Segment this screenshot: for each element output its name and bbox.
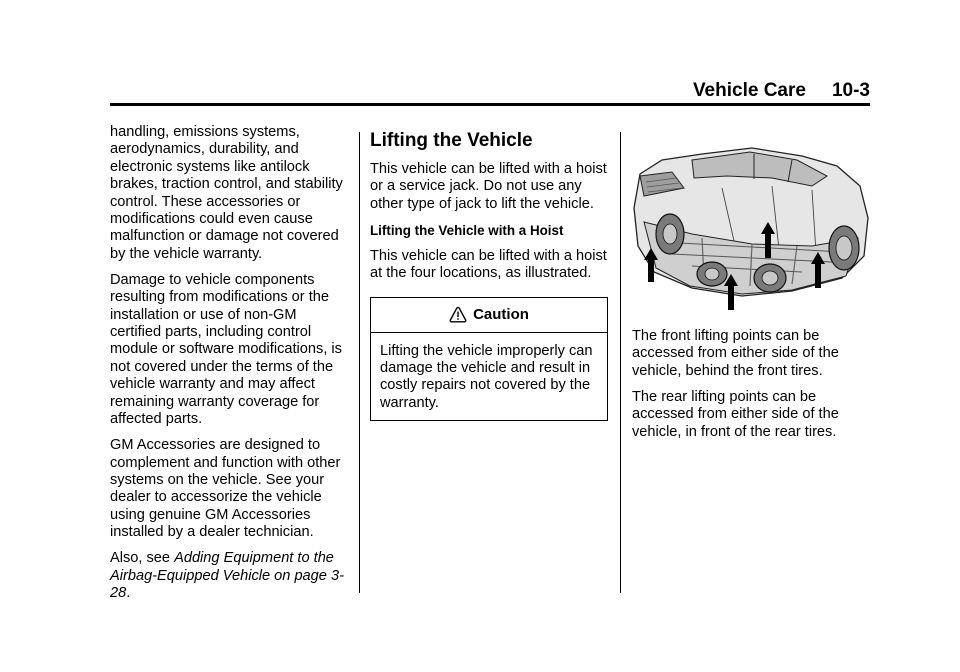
subheading: Lifting the Vehicle with a Hoist (370, 222, 564, 238)
paragraph: The front lifting points can be accessed from either side of the vehicle, behind the front tires. (632, 328, 839, 379)
caution-box (370, 297, 608, 422)
paragraph: This vehicle can be lifted with a hoist at the four locations, as illustrated. (370, 247, 607, 282)
paragraph: This vehicle can be lifted with a hoist or a service jack. Do not use any other type of jack to lift the vehicle. (370, 161, 607, 212)
cross-reference-link[interactable]: Adding Equipment to the Airbag-Equipped Vehicle on page 3-28 (110, 550, 344, 601)
caution-label: Caution (473, 305, 529, 323)
column-divider (359, 132, 360, 593)
section-title: Vehicle Care (692, 80, 806, 101)
column-right (632, 124, 870, 450)
caution-text: Lifting the vehicle improperly can damage the vehicle and result in costly repairs not covered by the warranty. (380, 342, 593, 411)
paragraph: The rear lifting points can be accessed from either side of the vehicle, in front of the rear tires. (632, 388, 839, 440)
caution-header (371, 298, 607, 333)
page-number: 10-3 (831, 80, 870, 101)
text: Also, see (110, 550, 175, 567)
header-rule (110, 103, 870, 106)
paragraph: handling, emissions systems, aerodynamics, durability, and electronic systems like antilock brakes, traction control, and stability control. These accessories or modifications could even cause malfunction or damage not covered by the vehicle warranty. (110, 124, 343, 262)
text: . (126, 584, 131, 601)
paragraph: GM Accessories are designed to complement and function with other systems on the vehicle. See your dealer to accessorize the vehicle using genuine GM Accessories installed by a dealer technician. (110, 437, 341, 541)
paragraph (110, 550, 348, 602)
warning-icon (449, 306, 467, 323)
paragraph: Damage to vehicle components resulting from modifications or the installation or use of non-GM certified parts, including control module or software modifications, is not covered under the terms of the vehicle warranty and may affect remaining warranty coverage for affected parts. (110, 271, 342, 428)
column-middle (370, 124, 608, 421)
vehicle-lift-points-illustration (632, 126, 870, 318)
column-divider (620, 132, 621, 593)
section-heading: Lifting the Vehicle (370, 130, 533, 151)
column-left (110, 124, 348, 611)
page-header (110, 80, 870, 102)
